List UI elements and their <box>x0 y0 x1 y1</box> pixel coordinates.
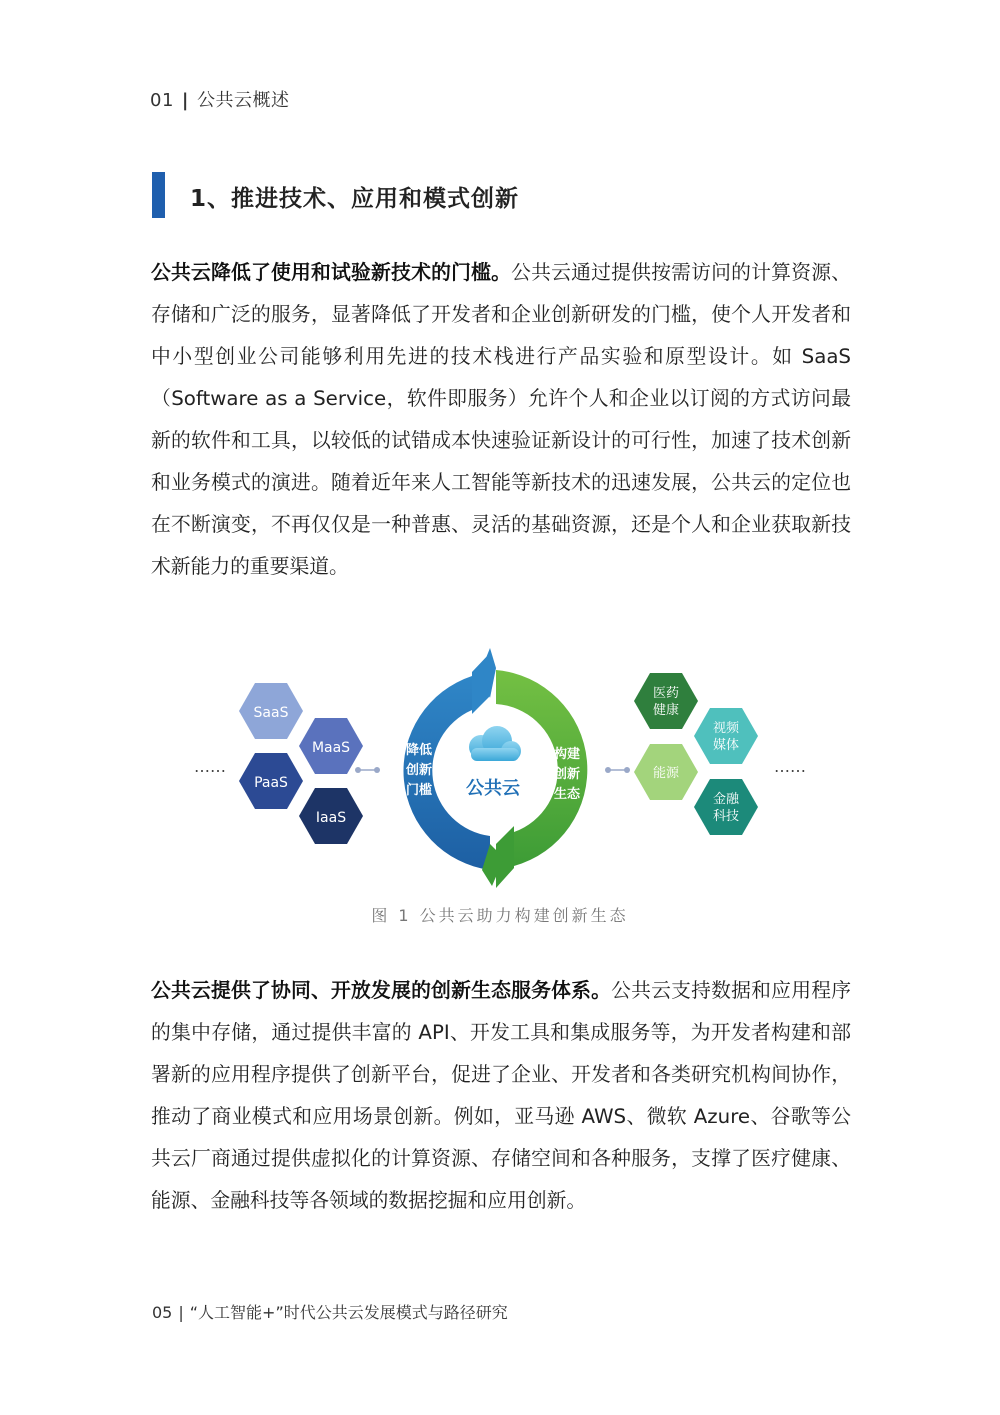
hex-energy <box>634 744 698 800</box>
hex-saas-label: SaaS <box>253 705 289 721</box>
paragraph-2 <box>151 970 851 1222</box>
hex-paas <box>239 753 303 809</box>
left-connector <box>355 767 380 773</box>
figure-ecosystem <box>190 648 810 893</box>
paragraph-2-body: 公共云支持数据和应用程序的集中存储，通过提供丰富的 API、开发工具和集成服务等，为开发者构建和部署新的应用程序提供了创新平台，促进了企业、开发者和各类研究机构间协作，推动了商业模式和应用场景创新。例如，亚马逊 AWS、微软 Azure、谷歌等公共云厂商通过提供虚拟化的计算资源、存储空间和各种服务，支撑了医疗健康、能源、金融科技等各领域的数据挖掘和应用创新。 <box>151 979 851 1212</box>
right-connector <box>605 767 630 773</box>
hex-fintech <box>694 779 758 835</box>
paragraph-1-body: 公共云通过提供按需访问的计算资源、存储和广泛的服务，显著降低了开发者和企业创新研发的门槛，使个人开发者和中小型创业公司能够利用先进的技术栈进行产品实验和原型设计。如 SaaS（Software as a Service，软件即服务）允许个人和企业以订阅的方式访问最新的软件和工具，以较低的试错成本快速验证新设计的可行性，加速了技术创新和业务模式的演进。随着近年来人工智能等新技术的迅速发展，公共云的定位也在不断演变，不再仅仅是一种普惠、灵活的基础资源，还是个人和企业获取新技术新能力的重要渠道。 <box>151 261 851 578</box>
hex-energy-label: 能源 <box>652 766 680 781</box>
cycle-left-line-1: 降低 <box>405 743 433 758</box>
cycle-left-line-2: 创新 <box>405 763 433 778</box>
right-ellipsis: …… <box>774 757 806 776</box>
chapter-number: 01 <box>150 90 174 111</box>
hex-fintech-line-1: 金融 <box>712 792 740 807</box>
chapter-header <box>150 86 289 112</box>
page-number: 05 <box>152 1303 173 1322</box>
section-heading <box>152 172 852 218</box>
document-title: “人工智能+”时代公共云发展模式与路径研究 <box>189 1303 508 1322</box>
figure-caption: 图 1 公共云助力构建创新生态 <box>371 906 629 925</box>
hex-iaas-label: IaaS <box>315 810 347 826</box>
hex-video-line-2: 媒体 <box>712 738 740 753</box>
hex-maas <box>299 718 363 774</box>
section-title: 1、推进技术、应用和模式创新 <box>190 186 520 212</box>
hex-maas-label: MaaS <box>311 740 351 756</box>
hex-video-line-1: 视频 <box>712 721 740 736</box>
ecosystem-diagram <box>190 648 810 893</box>
hex-medical-line-1: 医药 <box>652 686 680 701</box>
cycle-left-line-3: 门槛 <box>405 783 433 798</box>
footer-separator: | <box>178 1303 184 1322</box>
cycle-right-line-3: 生态 <box>553 787 581 802</box>
hex-medical-line-2: 健康 <box>652 703 680 718</box>
heading-accent-bar <box>152 172 165 218</box>
cycle-center <box>433 710 553 830</box>
hex-medical-health <box>634 673 698 729</box>
paragraph-1-lead: 公共云降低了使用和试验新技术的门槛。 <box>151 261 512 284</box>
page-footer <box>152 1300 508 1323</box>
hex-video-media <box>694 708 758 764</box>
paragraph-2-lead: 公共云提供了协同、开放发展的创新生态服务体系。 <box>151 979 612 1002</box>
paragraph-1 <box>151 252 851 588</box>
chapter-title: 公共云概述 <box>196 90 290 111</box>
hex-iaas <box>299 788 363 844</box>
header-separator: | <box>181 90 189 111</box>
cycle-right-line-1: 构建 <box>553 747 581 762</box>
left-ellipsis: …… <box>194 757 226 776</box>
hex-saas <box>239 651 303 739</box>
cycle-right-line-2: 创新 <box>553 767 581 782</box>
hex-paas-label: PaaS <box>254 775 288 791</box>
hex-fintech-line-2: 科技 <box>712 809 740 824</box>
center-label: 公共云 <box>466 778 520 799</box>
